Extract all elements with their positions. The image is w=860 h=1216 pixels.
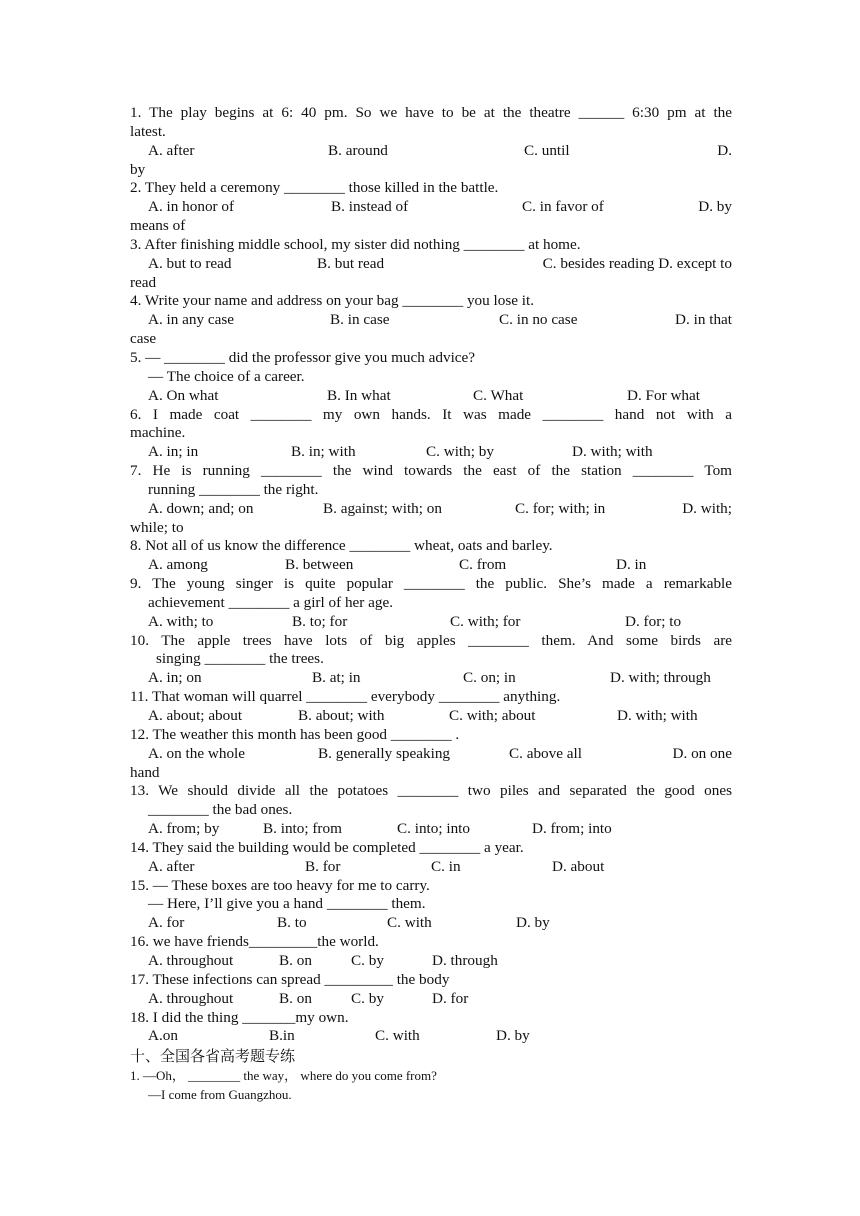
option-overflow: by [130,160,146,178]
option-c[interactable]: C. with [375,1027,420,1045]
option-c[interactable]: C. with; about [449,707,536,724]
option-d[interactable]: D. for; to [625,612,682,630]
option-a[interactable]: A. on the whole [148,744,246,762]
option-a[interactable]: A. among [148,556,208,574]
option-overflow: means of [130,217,186,235]
option-row [130,255,732,274]
option-d[interactable]: D. with; through [610,669,711,687]
question-stem: 6. I made coat ________ my own hands. It was made ________ hand not with a [130,405,732,423]
option-overflow: read [130,273,157,291]
option-a[interactable]: A. after [148,857,195,875]
option-c[interactable]: C. What [473,386,524,404]
option-row [130,990,732,1009]
option-a[interactable]: A. in any case [148,311,235,329]
option-b[interactable]: B. on [279,951,312,969]
option-c[interactable]: C. by [351,951,384,969]
section-heading: 十、全国各省高考题专练 [130,1047,296,1066]
question-stem: 9. The young singer is quite popular ________ the public. She’s made a remarkable [130,575,732,593]
option-b[interactable]: B. in case [330,311,390,329]
question-stem: 17. These infections can spread _________ the body [130,970,450,988]
question-stem: 3. After finishing middle school, my sister did nothing ________ at home. [130,235,581,253]
document-body [130,104,732,1104]
option-b[interactable]: B. to [277,914,307,932]
option-a[interactable]: A. after [148,141,195,159]
option-cd[interactable]: C. besides reading D. except to [542,254,732,272]
question-stem: 1. The play begins at 6: 40 pm. So we have to be at the theatre ______ 6:30 pm at the [130,104,732,121]
option-b[interactable]: B. to; for [292,612,348,630]
option-row [130,500,732,519]
question-stem: 8. Not all of us know the difference ________ wheat, oats and barley. [130,537,553,555]
question-stem: 7. He is running ________ the wind towards the east of the station ________ Tom [130,462,732,480]
option-b[interactable]: B. at; in [312,669,361,687]
option-b[interactable]: B. about; with [298,707,385,724]
answer-line: — Here, I’ll give you a hand ________ them. [148,895,426,913]
option-b[interactable]: B. against; with; on [323,499,442,517]
question-stem: 2. They held a ceremony ________ those killed in the battle. [130,179,499,197]
option-row [130,387,732,406]
option-d[interactable]: D. from; into [532,820,612,838]
question-stem-cont: running ________ the right. [148,480,319,498]
option-c[interactable]: C. in no case [499,311,578,329]
option-d[interactable]: D. on one [672,744,732,762]
question-stem-cont: latest. [130,122,166,140]
option-b[interactable]: B. on [279,989,312,1007]
question-stem: 10. The apple trees have lots of big apples ________ them. And some birds are [130,631,732,649]
option-c[interactable]: C. on; in [463,669,516,687]
option-c[interactable]: C. above all [509,744,582,762]
option-row [130,858,732,877]
answer-line: —I come from Guangzhou. [148,1087,292,1103]
option-a[interactable]: A. from; by [148,820,220,838]
option-d[interactable]: D. in [616,556,647,574]
option-row [130,142,732,161]
option-d[interactable]: D. For what [627,386,700,404]
option-a[interactable]: A. for [148,914,185,932]
option-b[interactable]: B. into; from [263,820,342,838]
option-d[interactable]: D. with; with [572,443,653,461]
option-d[interactable]: D. with; with [617,707,698,724]
question-stem-cont: ________ the bad ones. [148,801,293,819]
option-d[interactable]: D. in that [675,311,732,329]
option-b[interactable]: B. instead of [331,198,409,216]
option-a[interactable]: A. about; about [148,707,243,724]
option-d[interactable]: D. by [516,914,550,932]
option-overflow: while; to [130,518,184,536]
option-c[interactable]: C. in [431,857,461,875]
option-a[interactable]: A. but to read [148,254,232,272]
option-row [130,914,732,933]
option-a[interactable]: A.on [148,1027,178,1045]
option-c[interactable]: C. until [524,141,570,159]
question-stem: 16. we have friends_________the world. [130,933,379,951]
option-row [130,820,732,839]
option-b[interactable]: B. in; with [291,443,356,461]
option-d[interactable]: D. [717,141,732,159]
option-c[interactable]: C. with [387,914,432,932]
option-b[interactable]: B. In what [327,386,391,404]
option-b[interactable]: B. between [285,556,354,574]
option-row [130,1027,732,1046]
option-b[interactable]: B.in [269,1027,295,1045]
question-stem: 4. Write your name and address on your bag ________ you lose it. [130,292,535,310]
option-c[interactable]: C. with; by [426,443,494,461]
option-d[interactable]: D. about [552,857,605,875]
question-stem: 13. We should divide all the potatoes ________ two piles and separated the good ones [130,782,732,800]
answer-line: — The choice of a career. [148,367,305,385]
option-a[interactable]: A. in; on [148,669,202,687]
option-a[interactable]: A. throughout [148,951,234,969]
option-overflow: hand [130,763,160,781]
option-row [130,613,732,632]
option-d[interactable]: D. through [432,951,498,969]
question-stem-cont: machine. [130,424,186,442]
question-stem: 1. —Oh， ________ the way， where do you come from? [130,1068,437,1084]
question-stem-cont: achievement ________ a girl of her age. [148,593,394,611]
question-stem: 18. I did the thing _______my own. [130,1008,349,1026]
option-c[interactable]: C. by [351,989,384,1007]
question-stem-cont: singing ________ the trees. [156,650,324,668]
question-stem: 5. — ________ did the professor give you much advice? [130,348,476,366]
question-stem: 15. — These boxes are too heavy for me to carry. [130,876,430,894]
option-row [130,556,732,575]
option-c[interactable]: C. for; with; in [515,499,606,517]
option-row [130,443,732,462]
option-row [130,952,732,971]
option-d[interactable]: D. by [496,1027,530,1045]
option-d[interactable]: D. with; [682,499,732,517]
option-row [130,707,732,726]
option-d[interactable]: D. for [432,989,469,1007]
option-a[interactable]: A. in honor of [148,198,235,216]
option-row [130,311,732,330]
option-a[interactable]: A. with; to [148,612,214,630]
option-b[interactable]: B. but read [317,254,385,272]
question-stem: 14. They said the building would be completed ________ a year. [130,838,524,856]
option-overflow: case [130,330,157,348]
option-c[interactable]: C. with; for [450,612,521,630]
option-row [130,745,732,764]
option-b[interactable]: B. for [305,857,341,875]
question-stem: 11. That woman will quarrel ________ everybody ________ anything. [130,688,561,706]
option-c[interactable]: C. into; into [397,820,470,838]
option-a[interactable]: A. On what [148,386,219,404]
option-d[interactable]: D. by [698,198,732,216]
option-a[interactable]: A. down; and; on [148,499,254,517]
option-c[interactable]: C. in favor of [522,198,604,216]
option-a[interactable]: A. in; in [148,443,199,461]
option-b[interactable]: B. generally speaking [318,744,451,762]
question-stem: 12. The weather this month has been good ________ . [130,725,460,743]
option-a[interactable]: A. throughout [148,989,234,1007]
option-c[interactable]: C. from [459,556,507,574]
option-row [130,198,732,217]
option-b[interactable]: B. around [328,141,388,159]
option-row [130,669,732,688]
